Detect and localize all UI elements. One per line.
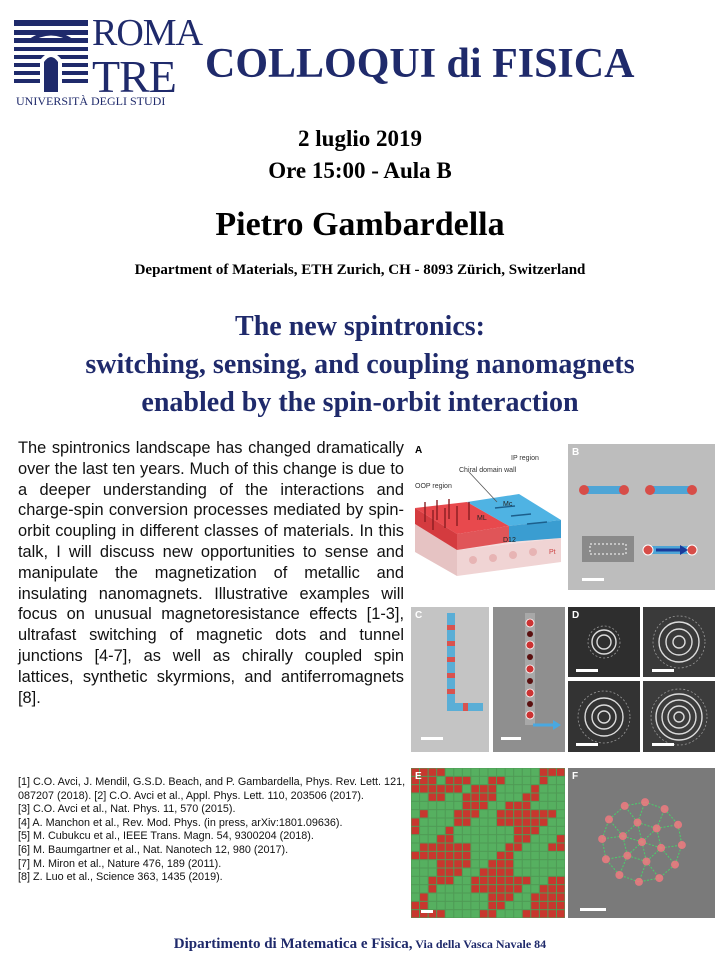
panel-c bbox=[411, 607, 489, 752]
speaker-affiliation: Department of Materials, ETH Zurich, CH - 8093 Zürich, Switzerland bbox=[134, 262, 586, 278]
panel-label: E bbox=[415, 771, 422, 782]
event-date: 2 luglio 2019 bbox=[298, 126, 422, 151]
logo-university: UNIVERSITÀ DEGLI STUDI bbox=[16, 94, 166, 108]
panel-label: A bbox=[415, 445, 423, 456]
footer-address: Via della Vasca Navale 84 bbox=[412, 937, 547, 951]
reference-item: [6] M. Baumgartner et al., Nat. Nanotech 12, 980 (2017). bbox=[18, 843, 289, 856]
footer-department: Dipartimento di Matematica e Fisica, bbox=[173, 936, 413, 952]
event-time: Ore 15:00 - Aula B bbox=[268, 158, 452, 183]
dot-chain-micrograph bbox=[493, 607, 565, 752]
panel-f bbox=[568, 768, 715, 918]
panel-label: D bbox=[572, 610, 580, 621]
panel-a bbox=[411, 442, 563, 590]
scale-bar bbox=[576, 669, 598, 672]
logo-tre: TRE bbox=[92, 51, 176, 102]
roma-tre-arch-icon bbox=[14, 16, 88, 92]
university-logo bbox=[14, 12, 203, 114]
colloquium-title: COLLOQUI di FISICA bbox=[205, 41, 635, 87]
oop-region-label: OOP region bbox=[415, 483, 452, 490]
figure-composite bbox=[411, 442, 717, 920]
panel-d bbox=[568, 607, 715, 752]
panel-e bbox=[411, 768, 565, 918]
nanomagnet-micrograph bbox=[568, 444, 715, 590]
scale-bar bbox=[576, 743, 598, 746]
talk-title-line: switching, sensing, and coupling nanomagnets bbox=[85, 349, 635, 380]
scale-bar bbox=[652, 743, 674, 746]
talk-title-line: The new spintronics: bbox=[235, 311, 485, 342]
skyrmion-rings-micrograph bbox=[568, 607, 715, 752]
talk-title-line: enabled by the spin-orbit interaction bbox=[141, 387, 579, 418]
panel-label: C bbox=[415, 610, 423, 621]
panel-label: B bbox=[572, 447, 580, 458]
panel-b bbox=[568, 444, 715, 590]
scale-bar bbox=[421, 910, 433, 913]
reference-item: [4] A. Manchon et al., Rev. Mod. Phys. (in press, arXiv:1801.09636). bbox=[18, 816, 343, 829]
ml-label: ML bbox=[477, 515, 487, 522]
reference-item: [8] Z. Luo et al., Science 363, 1435 (2019). bbox=[18, 871, 223, 884]
ip-region-label: IP region bbox=[511, 455, 539, 462]
scale-bar bbox=[652, 669, 674, 672]
domain-wall-schematic bbox=[411, 442, 563, 590]
panel-label: F bbox=[572, 771, 579, 782]
antiferromagnet-lattice bbox=[568, 768, 715, 918]
l-shaped-wire-micrograph bbox=[411, 607, 489, 752]
reference-item: [5] M. Cubukcu et al., IEEE Trans. Magn. 54, 9300204 (2018). bbox=[18, 830, 314, 843]
scale-bar bbox=[501, 737, 521, 740]
reference-item: [3] C.O. Avci et al., Nat. Phys. 11, 570 (2015). bbox=[18, 803, 236, 816]
d12-label: D12 bbox=[503, 537, 516, 544]
scale-bar bbox=[421, 737, 443, 740]
reference-item: [7] M. Miron et al., Nature 476, 189 (2011). bbox=[18, 857, 222, 870]
abstract-text: The spintronics landscape has changed dramatically over the last ten years. Much of this change is due to a deeper understanding of the interactions and charge-spin conversion processes mediated by spin-orbit coupling in different classes of materials. In this talk, I will discuss new opportunities to sense and manipulate the magnetization of metallic and insulating nanomagnets. Illustrative examples will focus on unusual magnetoresistance effects [1-3], ultrafast switching of magnetic dots and tunnel junctions [4-7], as well as chirally coupled spin lattices, synthetic skyrmions, and antiferromagnets [8]. bbox=[18, 439, 404, 707]
scale-bar bbox=[582, 578, 604, 581]
scale-bar bbox=[580, 908, 606, 911]
reference-item: [1] C.O. Avci, J. Mendil, G.S.D. Beach, and P. Gambardella, Phys. Rev. Lett. 121, 087207 (2018). [2] C.O. Avci et al., Appl. Phys. Lett. 110, 203506 (2017). bbox=[18, 776, 406, 802]
reference-list bbox=[18, 776, 410, 885]
logo-roma: ROMA bbox=[92, 12, 203, 54]
chiral-wall-label: Chiral domain wall bbox=[459, 467, 517, 474]
mc-label: Mc bbox=[503, 501, 513, 508]
footer bbox=[0, 936, 720, 953]
panel-c-xmcd bbox=[493, 607, 565, 752]
speaker-name: Pietro Gambardella bbox=[215, 206, 505, 243]
spin-lattice-grid bbox=[411, 768, 565, 918]
talk-title bbox=[0, 308, 720, 422]
pt-label: Pt bbox=[549, 549, 556, 556]
